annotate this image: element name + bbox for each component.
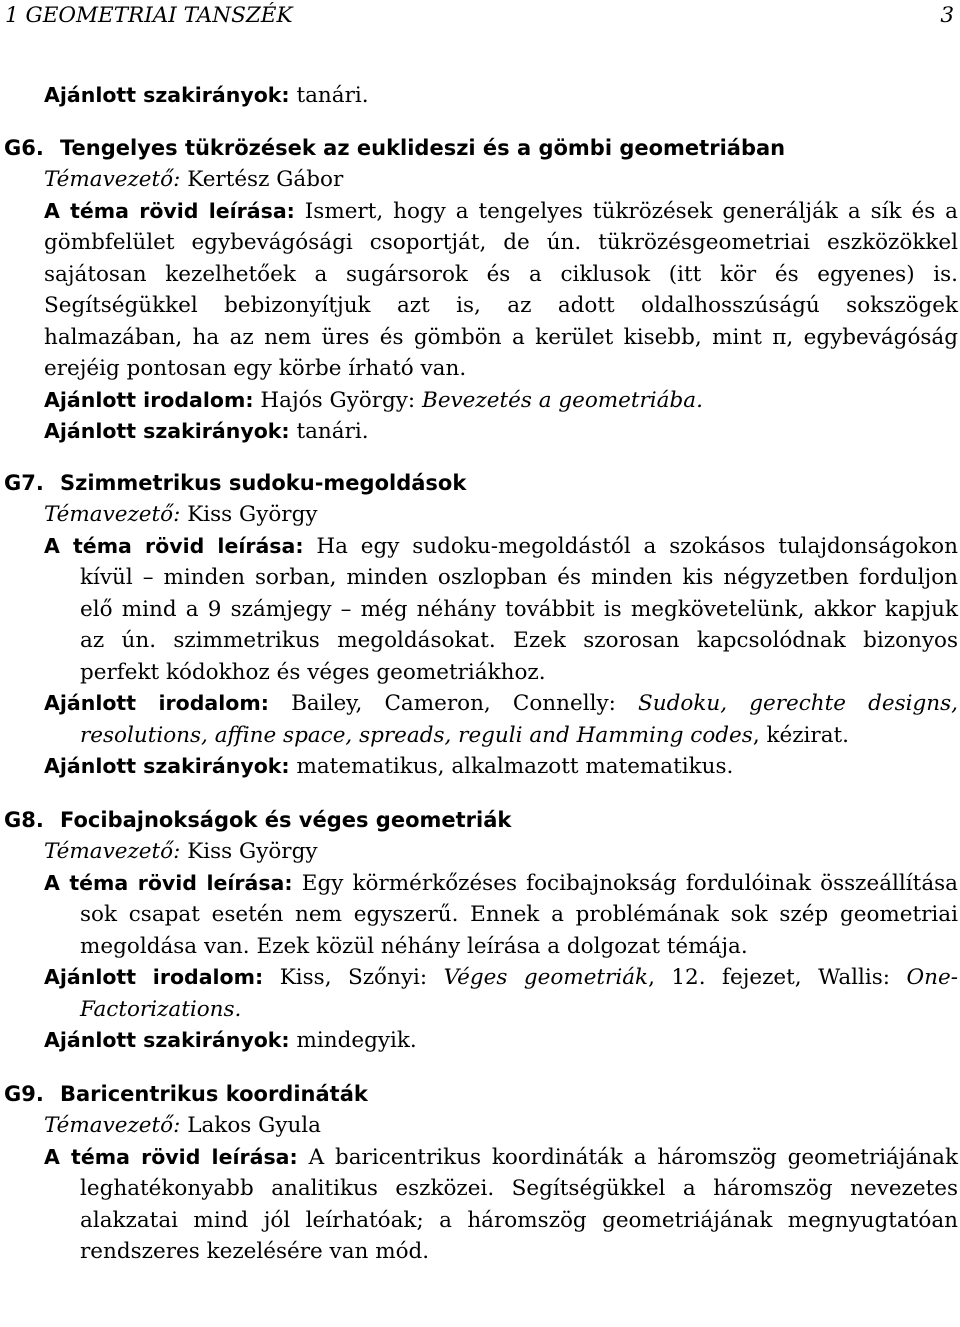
description-label: A téma rövid leírása: <box>44 533 304 558</box>
literature-title: Sudoku, gerechte designs, resolutions, affine space, spreads, reguli and Hamming codes <box>80 691 958 748</box>
tracks-value: matematikus, alkalmazott matematikus. <box>296 754 734 779</box>
description-text: A baricentrikus koordináták a háromszög geometriájának leghatékonyabb analitikus eszközei. Segítségükkel a háromszög nevezetes alakzatai mind jól leírhatóak; a háromszög geometriájának megnyugtatóan rendszeres kezelésére van mód. <box>80 1144 958 1264</box>
supervisor-label: Témavezető: <box>44 839 181 864</box>
literature-tail: , kézirat. <box>752 722 850 748</box>
literature-label: Ajánlott irodalom: <box>44 965 264 989</box>
running-title: 1 GEOMETRIAI TANSZÉK <box>5 3 293 28</box>
literature-title: Véges geometriák <box>443 965 649 990</box>
literature-line <box>0 385 958 417</box>
topic-code: G6. <box>4 135 44 160</box>
literature-line <box>0 688 958 751</box>
supervisor-name: Kiss György <box>187 839 318 864</box>
tracks-line <box>0 416 958 448</box>
description-paragraph <box>0 1142 958 1268</box>
description-text: Ismert, hogy a tengelyes tükrözések generálják a sík és a gömbfelület egybevágósági csoportját, de ún. tükrözésgeometriai eszközökkel sajátosan kezelhetőek a sugársorok és a ciklusok (itt kör és egyenes) is. Segítségükkel bebizonyítjuk azt is, az adott oldalhosszúságú sokszögek halmazában, ha az nem üres és gömbön a kerület kisebb, mint π, egybevágóság erejéig pontosan egy körbe írható van. <box>44 198 958 381</box>
description-text: Egy körmérkőzéses focibajnokság fordulóinak összeállítása sok csapat esetén nem egyszerű. Ennek a problémának sok szép geometriai megoldása van. Ezek közül néhány leírása a dolgozat témája. <box>80 870 958 959</box>
supervisor-label: Témavezető: <box>44 1113 181 1138</box>
description-text: Ha egy sudoku-megoldástól a szokásos tulajdonságokon kívül – minden sorban, minden oszlopban és minden kis négyzetben forduljon elő mind a 9 számjegy – még néhány továbbit is megkövetelünk, akkor kapjuk az ún. szimmetrikus megoldásokat. Ezek szorosan kapcsolódnak bizonyos perfekt kódokhoz és véges geometriákhoz. <box>80 533 958 685</box>
topic-heading <box>0 1079 958 1111</box>
supervisor-line <box>0 1110 958 1142</box>
literature-label: Ajánlott irodalom: <box>44 387 254 412</box>
tracks-line <box>0 1025 958 1057</box>
tracks-value: tanári. <box>296 83 369 108</box>
literature-author: Kiss, Szőnyi: <box>279 965 428 990</box>
tracks-label: Ajánlott szakirányok: <box>44 1028 290 1052</box>
literature-author: Hajós György: <box>260 387 416 413</box>
supervisor-label: Témavezető: <box>44 167 181 192</box>
description-paragraph <box>0 531 958 689</box>
supervisor-name: Kertész Gábor <box>187 167 344 192</box>
supervisor-line <box>0 499 958 531</box>
topic-title: Szimmetrikus sudoku-megoldások <box>60 470 467 495</box>
topic-heading <box>0 805 958 837</box>
tracks-value: tanári. <box>296 419 369 444</box>
literature-title: Bevezetés a geometriába. <box>422 387 703 413</box>
topic-g9 <box>0 1079 958 1268</box>
supervisor-label: Témavezető: <box>44 502 181 527</box>
topic-title: Tengelyes tükrözések az euklideszi és a gömbi geometriában <box>60 135 786 160</box>
topic-g7 <box>0 468 958 783</box>
tracks-value: mindegyik. <box>296 1028 417 1053</box>
literature-mid: , 12. fejezet, Wallis: <box>648 965 891 990</box>
tracks-label: Ajánlott szakirányok: <box>44 754 290 778</box>
supervisor-line <box>0 164 958 196</box>
tracks-line <box>0 751 958 783</box>
supervisor-name: Lakos Gyula <box>187 1113 322 1138</box>
literature-line <box>0 962 958 1025</box>
topic-code: G8. <box>4 807 44 832</box>
literature-author: Bailey, Cameron, Connelly: <box>291 691 616 716</box>
prev-tracks-line <box>0 80 958 112</box>
topic-title: Baricentrikus koordináták <box>60 1081 368 1106</box>
topic-g6 <box>0 133 958 448</box>
page-content <box>0 80 958 1268</box>
page-header <box>0 0 960 34</box>
description-paragraph <box>0 196 958 385</box>
literature-title-2: One-Factorizations. <box>80 965 959 1022</box>
description-label: A téma rövid leírása: <box>44 870 293 895</box>
topic-heading <box>0 133 958 165</box>
tracks-label: Ajánlott szakirányok: <box>44 419 290 443</box>
topic-heading <box>0 468 958 500</box>
literature-label: Ajánlott irodalom: <box>44 691 269 715</box>
description-paragraph <box>0 868 958 963</box>
topic-title: Focibajnokságok és véges geometriák <box>60 807 512 832</box>
page-number: 3 <box>940 3 954 28</box>
topic-code: G9. <box>4 1081 44 1106</box>
supervisor-line <box>0 836 958 868</box>
topic-code: G7. <box>4 470 44 495</box>
description-label: A téma rövid leírása: <box>44 1144 298 1169</box>
supervisor-name: Kiss György <box>187 502 318 527</box>
description-label: A téma rövid leírása: <box>44 198 295 223</box>
topic-g8 <box>0 805 958 1057</box>
tracks-label: Ajánlott szakirányok: <box>44 83 290 107</box>
